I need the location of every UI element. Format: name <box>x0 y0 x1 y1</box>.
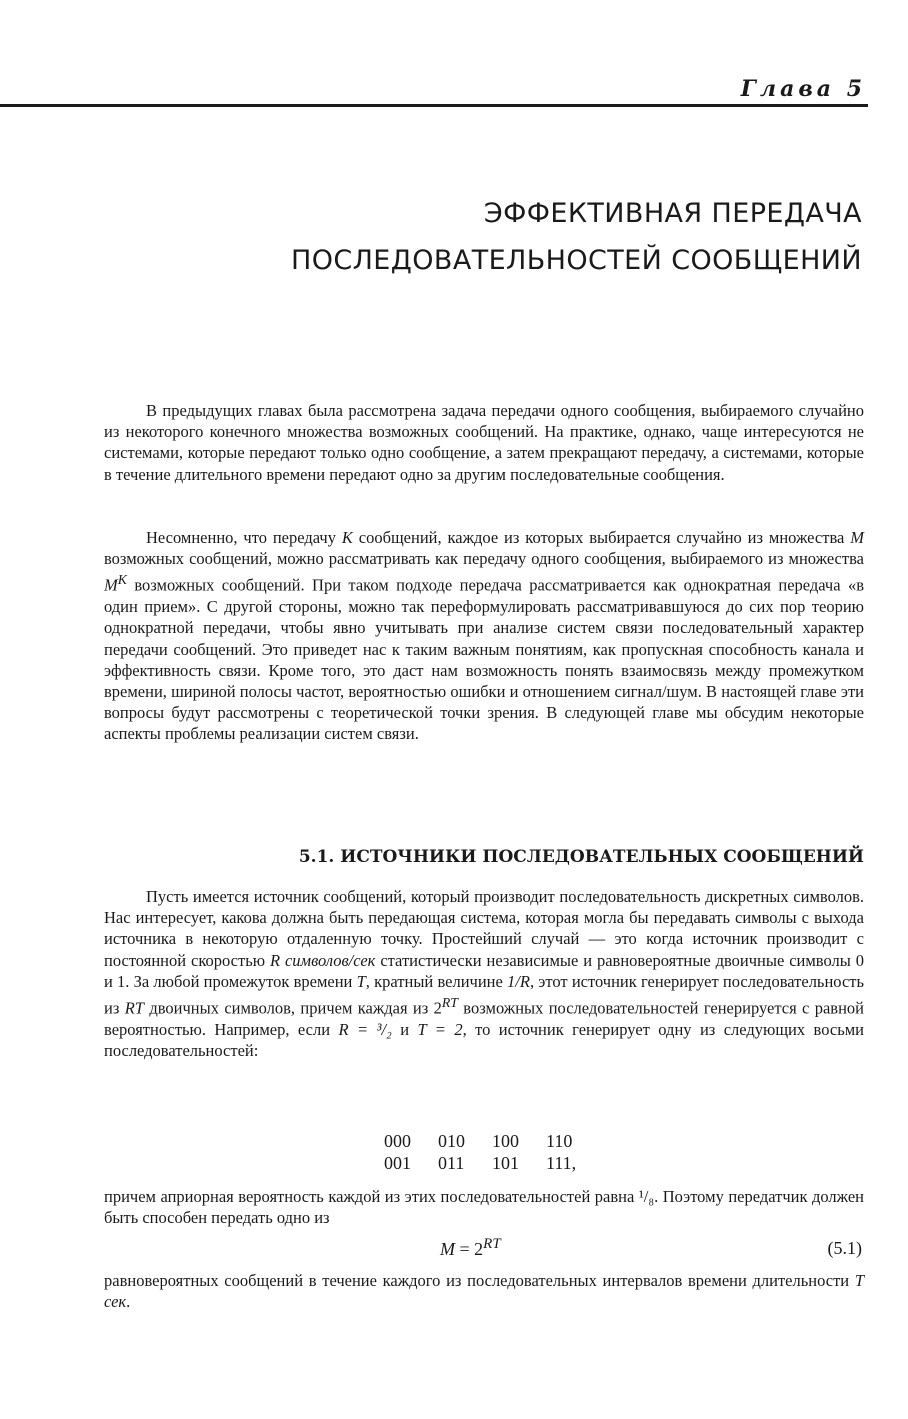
chapter-title <box>162 190 862 284</box>
header-rule <box>0 104 868 107</box>
chapter-label: Глава 5 <box>740 76 866 102</box>
sequence-row-2: 001 011 101 111, <box>384 1153 577 1173</box>
equation-number: (5.1) <box>827 1238 862 1258</box>
paragraph-2: Несомненно, что передачу K сообщений, каждое из которых выбирается случайно из множества M возможных сообщений, можно рассматривать как передачу одного сообщения, выбираемого из множества $M^K$ возможных сообщений. При таком подходе передача рассматривается как однократная передача «в один прием». С другой стороны, можно так переформулировать рассматривавшуюся до сих пор теорию однократной передачи, чтобы явно учитывать при анализе систем связи последовательный характер передачи сообщений. Это приведет нас к таким важным понятиям, как пропускная способность канала и эффективность связи. Кроме того, это даст нам возможность понять взаимосвязь между промежутком времени, шириной полосы частот, вероятностью ошибки и отношением сигнал/шум. В настоящей главе эти вопросы будут рассмотрены с теоретической точки зрения. В следующей главе мы обсудим некоторые аспекты проблемы реализации систем связи. <box>104 528 864 744</box>
sequence-table <box>384 1130 600 1174</box>
chapter-title-line2: ПОСЛЕДОВАТЕЛЬНОСТЕЙ СООБЩЕНИЙ <box>291 245 862 276</box>
paragraph-3: Пусть имеется источник сообщений, который производит последовательность дискретных символов. Нас интересует, какова должна быть передающая система, которая могла бы передавать символы с выхода источника в некоторую отдаленную точку. Простейший случай — это когда источник производит с постоянной скоростью R символов/сек статистически независимые и равновероятные двоичные символы 0 и 1. За любой промежуток времени T, кратный величине 1/R, этот источник генерирует последовательность из RT двоичных символов, причем каждая из $2^{RT}$ возможных последовательностей генерируется с равной вероятностью. Например, если R = ³/₂ и T = 2, то источник генерирует одну из следующих восьми последовательностей: <box>104 887 865 1060</box>
chapter-title-line1: ЭФФЕКТИВНАЯ ПЕРЕДАЧА <box>483 198 862 229</box>
paragraph-5: равновероятных сообщений в течение каждого из последовательных интервалов времени длительности T сек. <box>104 1271 864 1312</box>
page-header <box>0 72 908 112</box>
sequence-row-1: 000 010 100 110 <box>384 1131 573 1151</box>
paragraph-1: В предыдущих главах была рассмотрена задача передачи одного сообщения, выбираемого случайно из некоторого конечного множества возможных сообщений. На практике, однако, чаще интересуются не системами, которые передают только одно сообщение, а затем прекращают передачу, а системами, которые в течение длительного времени передают одно за другим последовательные сообщения. <box>104 401 864 484</box>
formula: $M = 2^{RT}$ <box>440 1236 501 1259</box>
section-heading: 5.1. ИСТОЧНИКИ ПОСЛЕДОВАТЕЛЬНЫХ СООБЩЕНИЙ <box>298 847 864 867</box>
paragraph-4: причем априорная вероятность каждой из этих последовательностей равна ¹/₈. Поэтому передатчик должен быть способен передать одно из <box>104 1187 864 1228</box>
